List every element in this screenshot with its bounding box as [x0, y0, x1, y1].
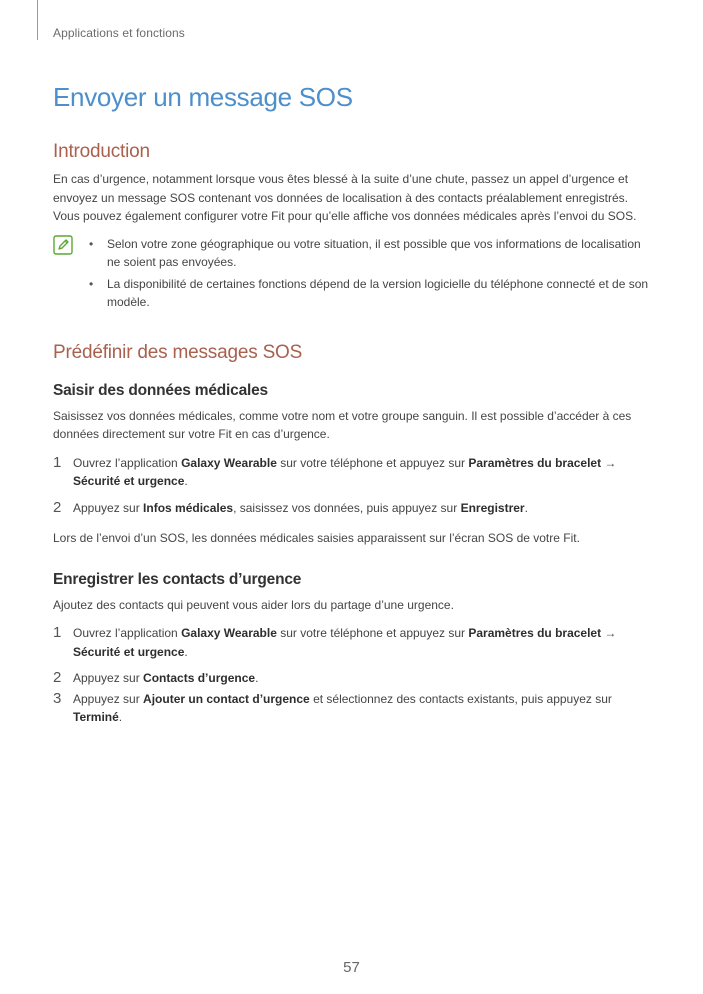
- step-text: Appuyez sur Ajouter un contact d’urgence et sélectionnez des contacts existants, puis appuyez sur Terminé.: [73, 691, 612, 724]
- contacts-steps: [53, 624, 653, 727]
- ui-term: Ajouter un contact d’urgence: [143, 691, 310, 706]
- step-number: 3: [53, 689, 62, 707]
- ui-term: Terminé: [73, 710, 119, 724]
- ui-term: Sécurité et urgence: [73, 644, 185, 659]
- note-item: • La disponibilité de certaines fonctions dépend de la version logicielle du téléphone connecté et de son modèle.: [84, 275, 653, 312]
- step-text: Appuyez sur Infos médicales, saisissez vos données, puis appuyez sur Enregistrer.: [73, 500, 528, 515]
- step-text: Ouvrez l’application Galaxy Wearable sur votre téléphone et appuyez sur Paramètres du bracelet → Sécurité et urgence.: [73, 455, 617, 488]
- step-item: [53, 454, 653, 491]
- note-block: [53, 235, 653, 315]
- running-header: Applications et fonctions: [53, 26, 185, 40]
- ui-term: Infos médicales: [143, 500, 234, 515]
- contacts-paragraph: Ajoutez des contacts qui peuvent vous aider lors du partage d’une urgence.: [53, 597, 454, 612]
- page-title: Envoyer un message SOS: [53, 82, 353, 112]
- ui-term: Sécurité et urgence: [73, 474, 185, 488]
- step-text: Ouvrez l’application Galaxy Wearable sur votre téléphone et appuyez sur Paramètres du bracelet → Sécurité et urgence.: [73, 626, 617, 659]
- medical-paragraph: Saisissez vos données médicales, comme votre nom et votre groupe sanguin. Il est possible d’accéder à ces données directement sur votre Fit en cas d’urgence.: [53, 408, 632, 441]
- page-number: 57: [343, 959, 360, 976]
- intro-heading: Introduction: [53, 141, 150, 162]
- step-item: [53, 690, 653, 727]
- page-content: [53, 82, 653, 727]
- ui-term: Paramètres du bracelet: [468, 455, 602, 470]
- pencil-note-icon: [53, 235, 73, 255]
- ui-term: Galaxy Wearable: [181, 455, 277, 470]
- step-item: [53, 624, 653, 661]
- note-item: • Selon votre zone géographique ou votre situation, il est possible que vos informations de localisation ne soient pas envoyées.: [84, 235, 653, 272]
- step-text: Appuyez sur Contacts d’urgence.: [73, 671, 259, 685]
- step-number: 2: [53, 669, 62, 686]
- medical-steps: [53, 454, 653, 518]
- ui-term: Contacts d’urgence: [143, 671, 256, 685]
- ui-term: Paramètres du bracelet: [468, 626, 602, 640]
- step-number: 1: [53, 453, 62, 471]
- step-item: [53, 499, 653, 518]
- ui-term: Enregistrer: [460, 500, 525, 515]
- step-item: [53, 669, 653, 688]
- medical-heading: Saisir des données médicales: [53, 381, 268, 399]
- note-list: [84, 235, 653, 315]
- ui-term: Galaxy Wearable: [181, 626, 277, 640]
- contacts-heading: Enregistrer les contacts d’urgence: [53, 570, 302, 588]
- predefine-heading: Prédéfinir des messages SOS: [53, 341, 303, 363]
- step-number: 2: [53, 498, 62, 516]
- margin-rule: [37, 0, 38, 40]
- intro-paragraph: En cas d’urgence, notamment lorsque vous êtes blessé à la suite d’une chute, passez un appel d’urgence et envoyez un message SOS contenant vos données de localisation à des contacts préalablement enregistrés. Vous pouvez également configurer votre Fit pour qu’elle affiche vos données médicales après l’envoi du SOS.: [53, 172, 637, 223]
- step-number: 1: [53, 624, 62, 641]
- medical-after-paragraph: Lors de l’envoi d’un SOS, les données médicales saisies apparaissent sur l’écran SOS de votre Fit.: [53, 531, 580, 545]
